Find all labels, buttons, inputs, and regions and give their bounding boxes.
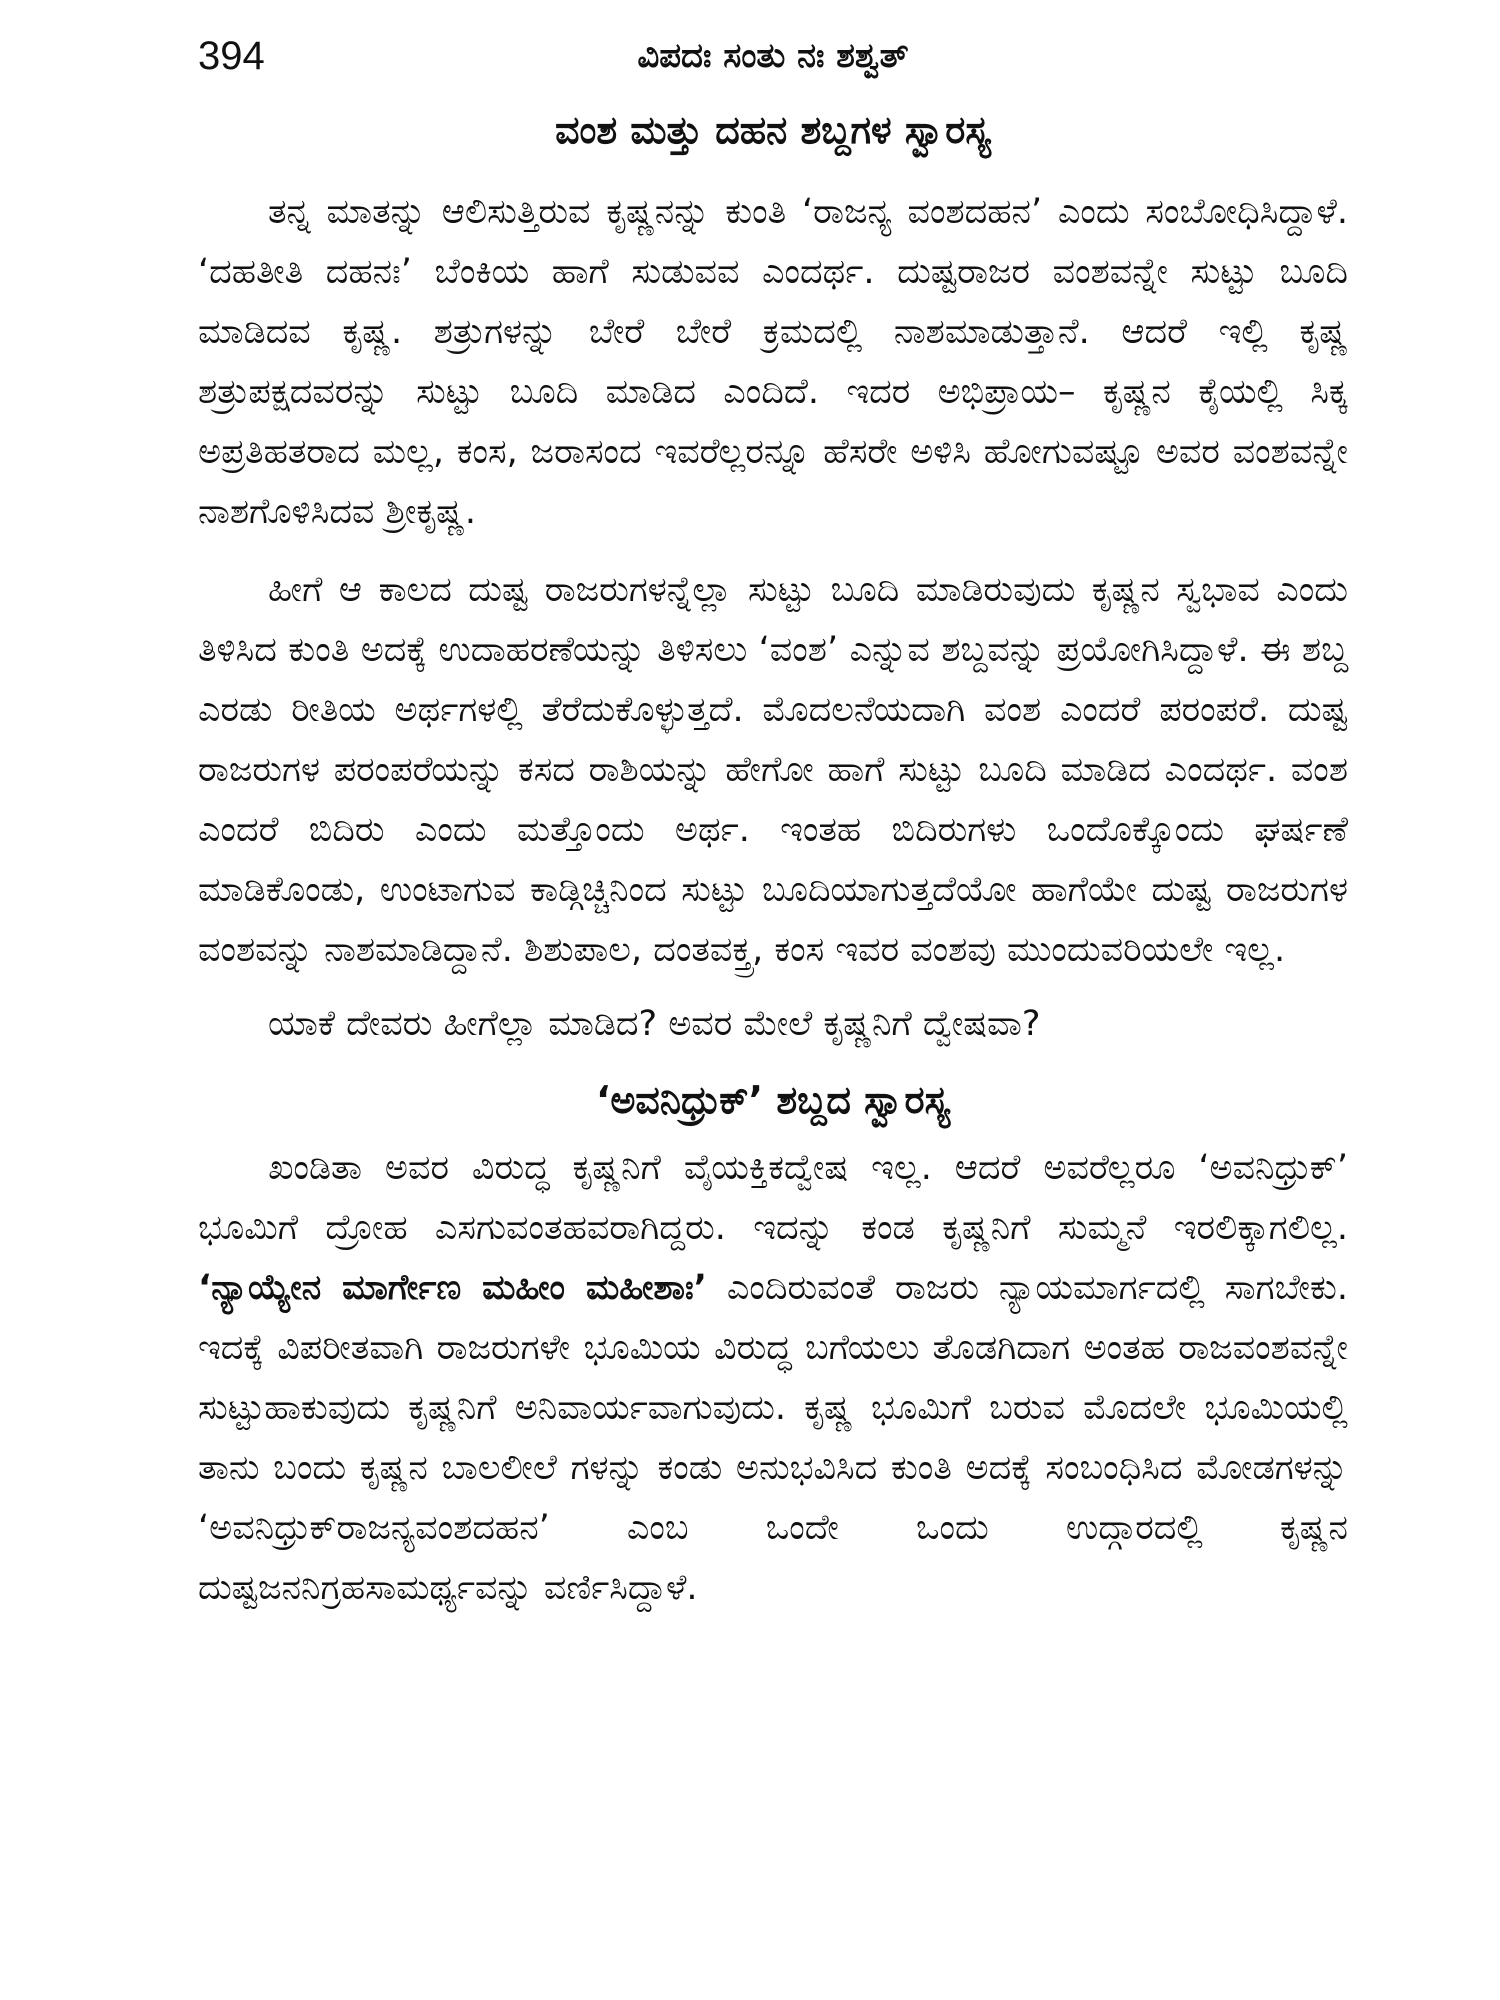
paragraph-1: ತನ್ನ ಮಾತನ್ನು ಆಲಿಸುತ್ತಿರುವ ಕೃಷ್ಣನನ್ನು ಕುಂತಿ ‘ರಾಜನ್ಯ ವಂಶದಹನ’ ಎಂದು ಸಂಬೋಧಿಸಿದ್ದಾಳೆ. ‘ದಹತೀತಿ ದಹನಃ’ ಬೆಂಕಿಯ ಹಾಗೆ ಸುಡುವವ ಎಂದರ್ಥ. ದುಷ್ಟರಾಜರ ವಂಶವನ್ನೇ ಸುಟ್ಟು ಬೂದಿ ಮಾಡಿದವ ಕೃಷ್ಣ. ಶತ್ರುಗಳನ್ನು ಬೇರೆ ಬೇರೆ ಕ್ರಮದಲ್ಲಿ ನಾಶಮಾಡುತ್ತಾನೆ. ಆದರೆ ಇಲ್ಲಿ ಕೃಷ್ಣ ಶತ್ರುಪಕ್ಷದವರನ್ನು ಸುಟ್ಟು ಬೂದಿ ಮಾಡಿದ ಎಂದಿದೆ. ಇದರ ಅಭಿಪ್ರಾಯ– ಕೃಷ್ಣನ ಕೈಯಲ್ಲಿ ಸಿಕ್ಕ ಅಪ್ರತಿಹತರಾದ ಮಲ್ಲ, ಕಂಸ, ಜರಾಸಂದ ಇವರೆಲ್ಲರನ್ನೂ ಹೆಸರೇ ಅಳಿಸಿ ಹೋಗುವಷ್ಟೂ ಅವರ ವಂಶವನ್ನೇ ನಾಶಗೊಳಿಸಿದವ ಶ್ರೀಕೃಷ್ಣ. (198, 192, 1348, 532)
paragraph-3 (198, 1138, 1348, 1618)
book-page (198, 30, 1348, 1980)
paragraph-3-text-end: ಎಂದಿರುವಂತೆ ರಾಜರು ನ್ಯಾಯಮಾರ್ಗದಲ್ಲಿ ಸಾಗಬೇಕು. ಇದಕ್ಕೆ ವಿಪರೀತವಾಗಿ ರಾಜರುಗಳೇ ಭೂಮಿಯ ವಿರುದ್ಧ ಬಗೆಯಲು ತೊಡಗಿದಾಗ ಅಂತಹ ರಾಜವಂಶವನ್ನೇ ಸುಟ್ಟುಹಾಕುವುದು ಕೃಷ್ಣನಿಗೆ ಅನಿವಾರ್ಯವಾಗುವುದು. ಕೃಷ್ಣ ಭೂಮಿಗೆ ಬರುವ ಮೊದಲೇ ಭೂಮಿಯಲ್ಲಿ ತಾನು ಬಂದು ಕೃಷ್ಣನ ಬಾಲಲೀಲೆ ಗಳನ್ನು ಕಂಡು ಅನುಭವಿಸಿದ ಕುಂತಿ ಅದಕ್ಕೆ ಸಂಬಂಧಿಸಿದ ಮೋಡಗಳನ್ನು ‘ಅವನಿಧ್ರುಕ್‌ರಾಜನ್ಯವಂಶದಹನ’ ಎಂಬ ಒಂದೇ ಒಂದು ಉದ್ಗಾರದಲ್ಲಿ ಕೃಷ್ಣನ ದುಷ್ಟಜನನಿಗ್ರಹಸಾಮರ್ಥ್ಯವನ್ನು ವರ್ಣಿಸಿದ್ದಾಳೆ. (198, 1268, 1348, 1608)
running-title: ವಿಪದಃ ಸಂತು ನಃ ಶಶ್ವತ್ (637, 36, 909, 76)
page-number: 394 (198, 34, 265, 78)
running-header (198, 30, 1348, 92)
paragraph-question: ಯಾಕೆ ದೇವರು ಹೀಗೆಲ್ಲಾ ಮಾಡಿದ? ಅವರ ಮೇಲೆ ಕೃಷ್ಣನಿಗೆ ದ್ವೇಷವಾ? (268, 1004, 1041, 1044)
section-heading-avanidhruk: ‘ಅವನಿಧ್ರುಕ್’ ಶಬ್ದದ ಸ್ವಾರಸ್ಯ (595, 1078, 951, 1122)
paragraph-3-text-start: ಖಂಡಿತಾ ಅವರ ವಿರುದ್ಧ ಕೃಷ್ಣನಿಗೆ ವೈಯಕ್ತಿಕದ್ವೇಷ ಇಲ್ಲ. ಆದರೆ ಅವರೆಲ್ಲರೂ ‘ಅವನಿಧ್ರುಕ್’ ಭೂಮಿಗೆ ದ್ರೋಹ ಎಸಗುವಂತಹವರಾಗಿದ್ದರು. ಇದನ್ನು ಕಂಡ ಕೃಷ್ಣನಿಗೆ ಸುಮ್ಮನೆ ಇರಲಿಕ್ಕಾಗಲಿಲ್ಲ. (198, 1148, 1348, 1248)
paragraph-2: ಹೀಗೆ ಆ ಕಾಲದ ದುಷ್ಟ ರಾಜರುಗಳನ್ನೆಲ್ಲಾ ಸುಟ್ಟು ಬೂದಿ ಮಾಡಿರುವುದು ಕೃಷ್ಣನ ಸ್ವಭಾವ ಎಂದು ತಿಳಿಸಿದ ಕುಂತಿ ಅದಕ್ಕೆ ಉದಾಹರಣೆಯನ್ನು ತಿಳಿಸಲು ‘ವಂಶ’ ಎನ್ನುವ ಶಬ್ದವನ್ನು ಪ್ರಯೋಗಿಸಿದ್ದಾಳೆ. ಈ ಶಬ್ದ ಎರಡು ರೀತಿಯ ಅರ್ಥಗಳಲ್ಲಿ ತೆರೆದುಕೊಳ್ಳುತ್ತದೆ. ಮೊದಲನೆಯದಾಗಿ ವಂಶ ಎಂದರೆ ಪರಂಪರೆ. ದುಷ್ಟ ರಾಜರುಗಳ ಪರಂಪರೆಯನ್ನು ಕಸದ ರಾಶಿಯನ್ನು ಹೇಗೋ ಹಾಗೆ ಸುಟ್ಟು ಬೂದಿ ಮಾಡಿದ ಎಂದರ್ಥ. ವಂಶ ಎಂದರೆ ಬಿದಿರು ಎಂದು ಮತ್ತೊಂದು ಅರ್ಥ. ಇಂತಹ ಬಿದಿರುಗಳು ಒಂದೊಕ್ಕೊಂದು ಘರ್ಷಣೆ ಮಾಡಿಕೊಂಡು, ಉಂಟಾಗುವ ಕಾಡ್ಗಿಚ್ಚಿನಿಂದ ಸುಟ್ಟು ಬೂದಿಯಾಗುತ್ತದೆಯೋ ಹಾಗೆಯೇ ದುಷ್ಟ ರಾಜರುಗಳ ವಂಶವನ್ನು ನಾಶಮಾಡಿದ್ದಾನೆ. ಶಿಶುಪಾಲ, ದಂತವಕ್ತ್ರ, ಕಂಸ ಇವರ ವಂಶವು ಮುಂದುವರಿಯಲೇ ಇಲ್ಲ. (198, 570, 1348, 970)
sanskrit-quote: ‘ನ್ಯಾಯ್ಯೇನ ಮಾರ್ಗೇಣ ಮಹೀಂ ಮಹೀಶಾಃ’ (198, 1268, 707, 1308)
section-heading-vamsha-dahana: ವಂಶ ಮತ್ತು ದಹನ ಶಬ್ದಗಳ ಸ್ವಾರಸ್ಯ (555, 108, 991, 152)
